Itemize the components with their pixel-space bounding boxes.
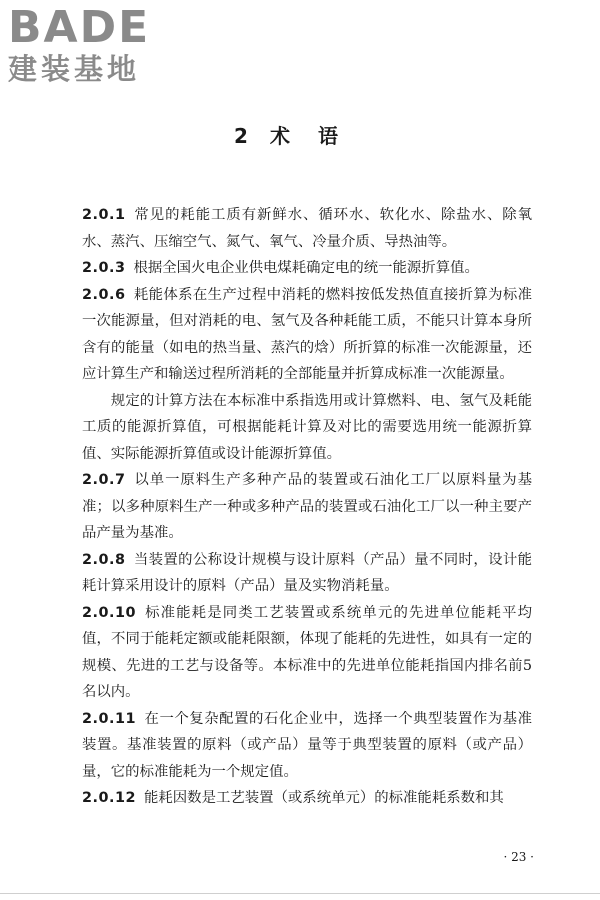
page-number: · 23 · <box>503 850 534 864</box>
logo-wordmark: BADE <box>8 2 151 53</box>
clause-number: 2.0.7 <box>82 472 126 488</box>
section-number: 2 <box>234 124 250 148</box>
clause-number: 2.0.12 <box>82 790 136 806</box>
clause-text: 当装置的公称设计规模与设计原料（产品）量不同时，设计能耗计算采用设计的原料（产品）量及实物消耗量。 <box>82 551 532 594</box>
clause-number: 2.0.8 <box>82 551 126 568</box>
section-title: 术语 <box>269 124 366 148</box>
clause-2-0-7 <box>82 467 532 547</box>
clause-2-0-6 <box>82 282 532 388</box>
clause-2-0-1 <box>82 202 532 255</box>
section-heading <box>0 120 600 149</box>
clause-text: 耗能体系在生产过程中消耗的燃料按低发热值直接折算为标准一次能源量，但对消耗的电、氢气及各种耗能工质，不能只计算本身所含有的能量（如电的热当量、蒸汽的焓）所折算的标准一次能源量，还应计算生产和输送过程所消耗的全部能量并折算成标准一次能源量。 <box>82 286 532 382</box>
clause-number: 2.0.1 <box>82 207 126 223</box>
logo-subtitle: 建装基地 <box>8 52 141 86</box>
clause-text: 根据全国火电企业供电煤耗确定电的统一能源折算值。 <box>133 260 479 276</box>
clause-2-0-3 <box>82 255 532 282</box>
clause-2-0-8 <box>82 547 532 600</box>
clause-text: 在一个复杂配置的石化企业中，选择一个典型装置作为基准装置。基准装置的原料（或产品）量等于典型装置的原料（或产品）量，它的标准能耗为一个规定值。 <box>82 710 532 780</box>
clause-2-0-6-continuation <box>82 388 532 468</box>
clause-text: 能耗因数是工艺装置（或系统单元）的标准能耗系数和其 <box>144 790 504 806</box>
clause-2-0-10 <box>82 600 532 706</box>
bottom-divider <box>0 893 600 894</box>
clause-2-0-11 <box>82 706 532 786</box>
clause-text: 以单一原料生产多种产品的装置或石油化工厂以原料量为基准；以多种原料生产一种或多种产品的装置或石油化工厂以一种主要产品产量为基准。 <box>82 472 532 541</box>
clause-number: 2.0.10 <box>82 604 136 621</box>
clause-text: 规定的计算方法在本标准中系指选用或计算燃料、电、氢气及耗能工质的能源折算值，可根据能耗计算及对比的需要选用统一能源折算值、实际能源折算值或设计能源折算值。 <box>82 392 532 462</box>
logo <box>8 4 178 86</box>
clause-number: 2.0.6 <box>82 286 126 303</box>
clause-text: 标准能耗是同类工艺装置或系统单元的先进单位能耗平均值，不同于能耗定额或能耗限额，体现了能耗的先进性，如具有一定的规模、先进的工艺与设备等。本标准中的先进单位能耗指国内排名前5名以内。 <box>82 604 532 700</box>
clause-text: 常见的耗能工质有新鲜水、循环水、软化水、除盐水、除氧水、蒸汽、压缩空气、氮气、氧气、冷量介质、导热油等。 <box>82 207 532 250</box>
clause-number: 2.0.11 <box>82 710 136 727</box>
clause-2-0-12 <box>82 785 532 812</box>
clause-list <box>82 202 532 812</box>
clause-number: 2.0.3 <box>82 260 126 276</box>
